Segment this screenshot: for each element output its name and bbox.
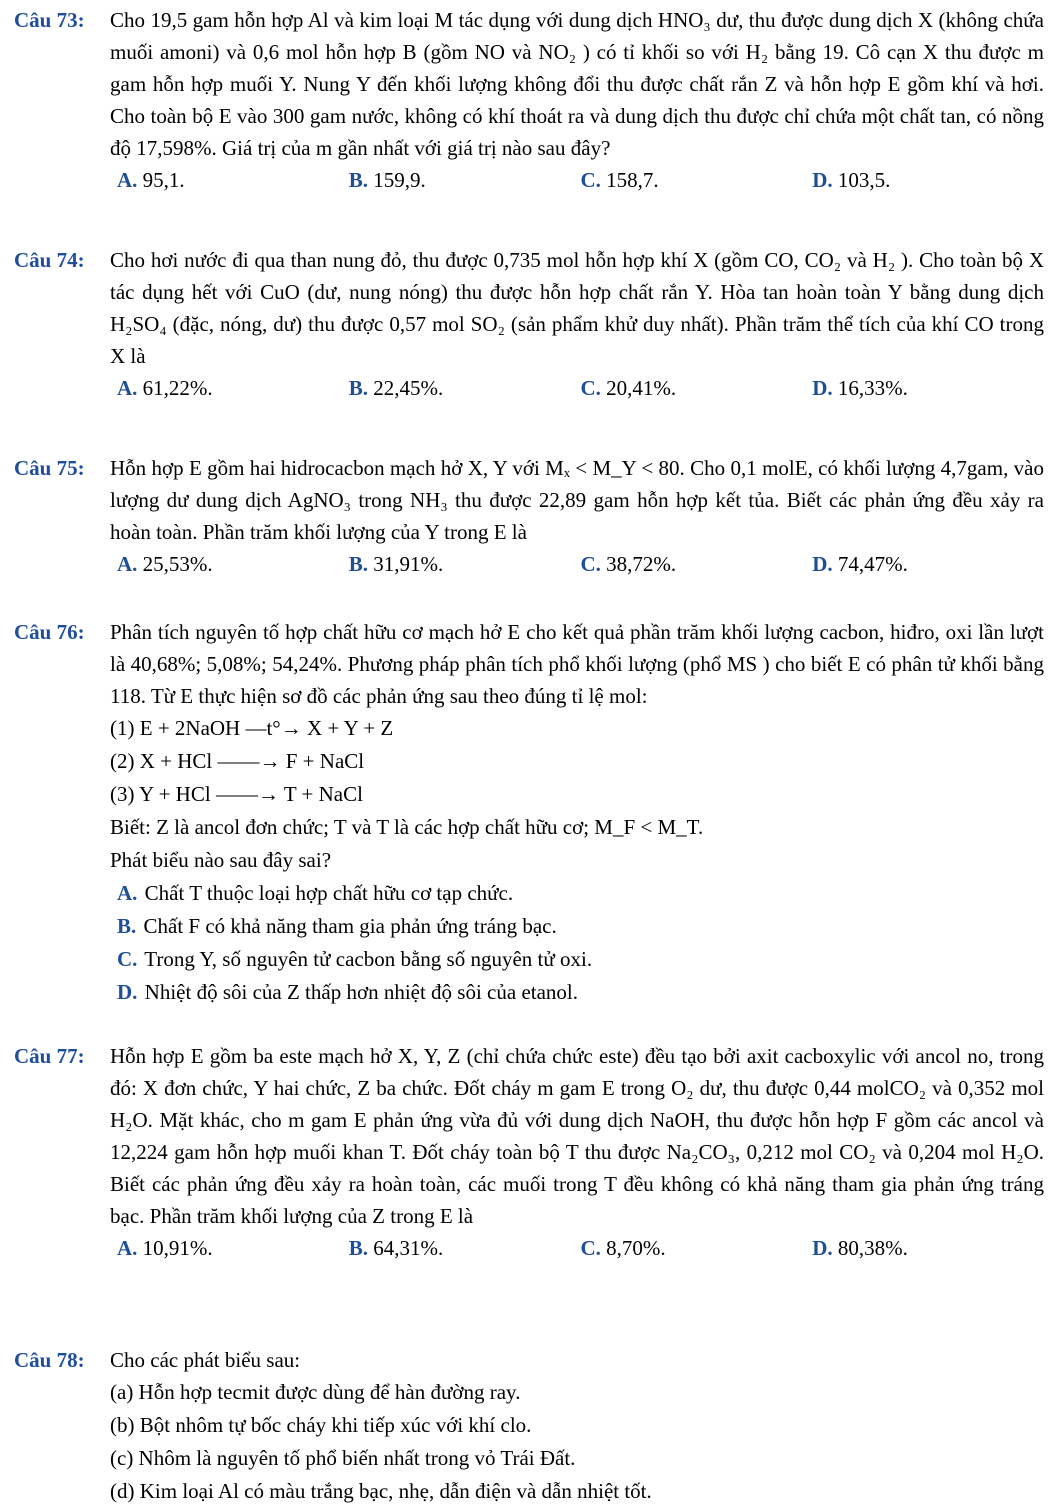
- reaction-2: (2) X + HCl ——→ F + NaCl: [110, 749, 365, 773]
- question-stem: Hỗn hợp E gồm hai hidrocacbon mạch hở X, Y với Mₓ < M_Y < 80. Cho 0,1 molE, có khối lượng 4,7gam, vào lượng dư dung dịch AgNO₃ trong NH₃ thu được 22,89 gam hỗn hợp kết tủa. Biết các phản ứng đều xảy ra hoàn toàn. Phần trăm khối lượng của Y trong E là: [110, 456, 1044, 544]
- question-number: Câu 73:: [14, 8, 85, 32]
- options-row: [117, 372, 1044, 404]
- option-c[interactable]: C. Trong Y, số nguyên tử cacbon bằng số nguyên tử oxi.: [117, 947, 593, 971]
- option-d[interactable]: D. Nhiệt độ sôi của Z thấp hơn nhiệt độ sôi của etanol.: [117, 980, 579, 1004]
- question-74: [14, 244, 1044, 404]
- option-a[interactable]: A. 10,91%.: [117, 1236, 213, 1260]
- option-a[interactable]: A. 61,22%.: [117, 376, 213, 400]
- option-d[interactable]: D. 103,5.: [812, 168, 891, 192]
- reaction-3: (3) Y + HCl ——→ T + NaCl: [110, 782, 363, 806]
- option-a[interactable]: A. 25,53%.: [117, 552, 213, 576]
- option-d[interactable]: D. 16,33%.: [812, 376, 908, 400]
- option-a[interactable]: A. 95,1.: [117, 168, 185, 192]
- option-c[interactable]: C. 158,7.: [580, 168, 659, 192]
- question-78: [14, 1344, 1044, 1508]
- question-number: Câu 76:: [14, 620, 85, 644]
- question-prompt: Phát biểu nào sau đây sai?: [110, 848, 332, 872]
- option-a[interactable]: A. Chất T thuộc loại hợp chất hữu cơ tạp chức.: [117, 881, 514, 905]
- question-note: Biết: Z là ancol đơn chức; T và T là các hợp chất hữu cơ; M_F < M_T.: [110, 815, 704, 839]
- options-row: [117, 548, 1044, 580]
- option-c[interactable]: C. 38,72%.: [580, 552, 677, 576]
- option-b[interactable]: B. 22,45%.: [348, 376, 444, 400]
- option-d[interactable]: D. 80,38%.: [812, 1236, 908, 1260]
- question-number: Câu 78:: [14, 1348, 85, 1372]
- option-b[interactable]: B. 31,91%.: [348, 552, 444, 576]
- option-b[interactable]: B. Chất F có khả năng tham gia phản ứng tráng bạc.: [117, 914, 557, 938]
- question-73: [14, 4, 1044, 196]
- reaction-1: (1) E + 2NaOH —t°→ X + Y + Z: [110, 716, 394, 740]
- question-stem: Cho 19,5 gam hỗn hợp Al và kim loại M tác dụng với dung dịch HNO₃ dư, thu được dung dịch X (không chứa muối amoni) và 0,6 mol hỗn hợp B (gồm NO và NO₂ ) có tỉ khối so với H₂ bằng 19. Cô cạn X thu được m gam hỗn hợp muối Y. Nung Y đến khối lượng không đổi thu được chất rắn Z và hỗn hợp E gồm khí và hơi. Cho toàn bộ E vào 300 gam nước, không có khí thoát ra và dung dịch thu được chỉ chứa một chất tan, có nồng độ 17,598%. Giá trị của m gần nhất với giá trị nào sau đây?: [110, 8, 1044, 160]
- statement-a: (a) Hỗn hợp tecmit được dùng để hàn đường ray.: [110, 1380, 521, 1404]
- question-75: [14, 452, 1044, 580]
- question-76: [14, 616, 1044, 1009]
- statement-b: (b) Bột nhôm tự bốc cháy khi tiếp xúc với khí clo.: [110, 1413, 532, 1437]
- option-c[interactable]: C. 20,41%.: [580, 376, 677, 400]
- options-row: [117, 1232, 1044, 1264]
- question-number: Câu 75:: [14, 456, 85, 480]
- option-b[interactable]: B. 64,31%.: [348, 1236, 444, 1260]
- option-d[interactable]: D. 74,47%.: [812, 552, 908, 576]
- question-number: Câu 74:: [14, 248, 85, 272]
- option-b[interactable]: B. 159,9.: [348, 168, 426, 192]
- question-stem: Hỗn hợp E gồm ba este mạch hở X, Y, Z (chỉ chứa chức este) đều tạo bởi axit cacboxylic với ancol no, trong đó: X đơn chức, Y hai chức, Z ba chức. Đốt cháy m gam E trong O₂ dư, thu được 0,44 molCO₂ và 0,352 mol H₂O. Mặt khác, cho m gam E phản ứng vừa đủ với dung dịch NaOH, thu được hỗn hợp F gồm các ancol và 12,224 gam hỗn hợp muối khan T. Đốt cháy toàn bộ T thu được Na₂CO₃, 0,212 mol CO₂ và 0,204 mol H₂O. Biết các phản ứng đều xảy ra hoàn toàn, các muối trong T đều không có khả năng tham gia phản ứng tráng bạc. Phần trăm khối lượng của Z trong E là: [110, 1044, 1044, 1228]
- question-stem: Cho các phát biểu sau:: [110, 1348, 301, 1372]
- question-77: [14, 1040, 1044, 1264]
- question-stem: Phân tích nguyên tố hợp chất hữu cơ mạch hở E cho kết quả phần trăm khối lượng cacbon, hiđro, oxi lần lượt là 40,68%; 5,08%; 54,24%. Phương pháp phân tích phổ khối lượng (phổ MS ) cho biết E có phân tử khối bằng 118. Từ E thực hiện sơ đồ các phản ứng sau theo đúng tỉ lệ mol:: [110, 620, 1044, 708]
- question-number: Câu 77:: [14, 1044, 85, 1068]
- statement-d: (d) Kim loại Al có màu trắng bạc, nhẹ, dẫn điện và dẫn nhiệt tốt.: [110, 1479, 652, 1503]
- options-row: [117, 164, 1044, 196]
- statement-c: (c) Nhôm là nguyên tố phổ biến nhất trong vỏ Trái Đất.: [110, 1446, 576, 1470]
- question-stem: Cho hơi nước đi qua than nung đỏ, thu được 0,735 mol hỗn hợp khí X (gồm CO, CO₂ và H₂ ). Cho toàn bộ X tác dụng hết với CuO (dư, nung nóng) thu được hỗn hợp chất rắn Y. Hòa tan hoàn toàn Y bằng dung dịch H₂SO₄ (đặc, nóng, dư) thu được 0,57 mol SO₂ (sản phẩm khử duy nhất). Phần trăm thể tích của khí CO trong X là: [110, 248, 1044, 368]
- option-c[interactable]: C. 8,70%.: [580, 1236, 666, 1260]
